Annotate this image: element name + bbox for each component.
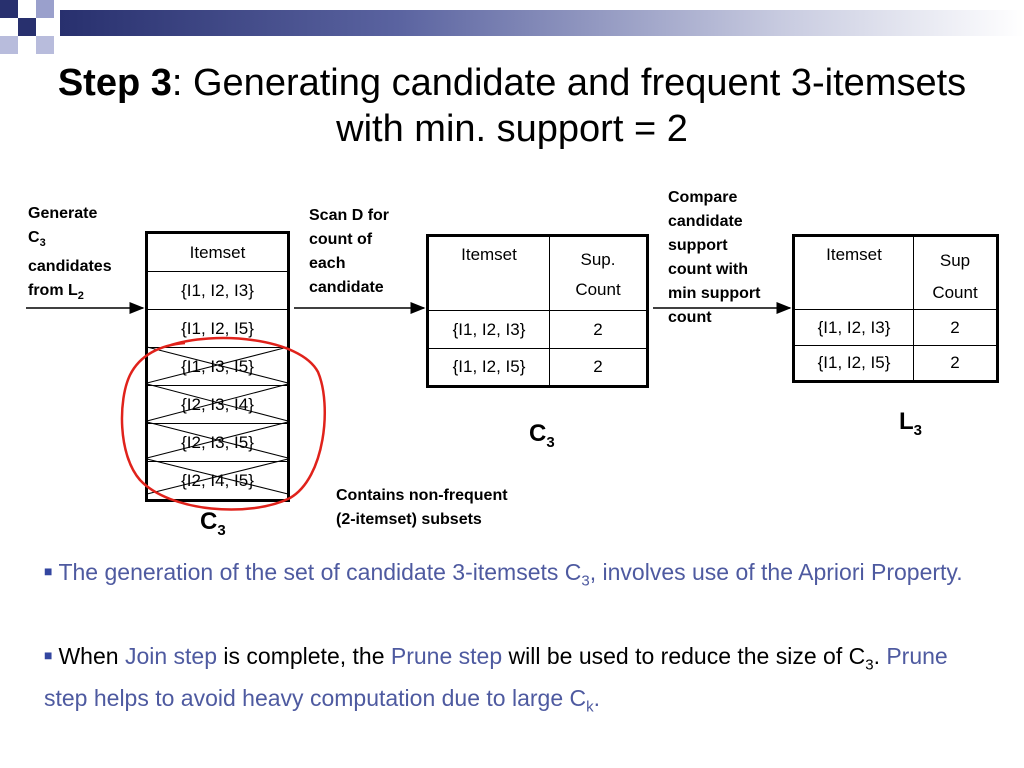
table-cell: {I1, I2, I3} [147,272,289,310]
bullet-2: ■ When Join step is complete, the Prune step will be used to reduce the size of $C_3$. Prune step helps to avoid heavy computation due to large $C_k$. [44,643,948,716]
label-c3-left: $C_3$ [200,508,226,539]
table-header: Itemset [147,233,289,272]
table-header: Sup. Count [550,236,648,311]
label-l3: $L_3$ [899,408,923,439]
table-cell: {I1, I2, I3} [794,310,914,346]
table-cell: 2 [914,346,998,382]
title-rest: : Generating candidate and frequent 3-itemsets with min. support = 2 [171,62,967,150]
table-cell: {I1, I3, I5} [147,348,289,386]
table-cell: {I1, I2, I5} [428,349,550,387]
bullet-square-icon: ■ [44,647,53,663]
note-compare: Compare candidate support count with min support count [668,189,761,326]
table-cell: 2 [550,349,648,387]
table-cell: 2 [914,310,998,346]
note-generate: Generate $C_3$ candidates from $L_2$ [28,205,112,303]
bullet-1: ■ The generation of the set of candidate 3-itemsets $C_3$, involves use of the Apriori Property. [44,559,963,590]
table-cell: {I1, I2, I3} [428,311,550,349]
note-scan: Scan D for count of each candidate [309,207,390,296]
title-bold: Step 3 [57,62,172,104]
note-contains: Contains non-frequent (2-itemset) subsets [336,487,508,528]
row-cross-out [147,347,288,494]
table-cell: {I1, I2, I5} [794,346,914,382]
table-cell: {I1, I2, I5} [147,310,289,348]
table-header: Itemset [794,236,914,310]
table-cell: {I2, I3, I5} [147,424,289,462]
bullet-square-icon: ■ [44,563,53,579]
table-header: Sup Count [914,236,998,310]
table-header: Itemset [428,236,550,311]
table-cell: {I2, I3, I4} [147,386,289,424]
table-cell: 2 [550,311,648,349]
label-c3-middle: $C_3$ [529,420,555,451]
table-cell: {I2, I4, I5} [147,462,289,501]
